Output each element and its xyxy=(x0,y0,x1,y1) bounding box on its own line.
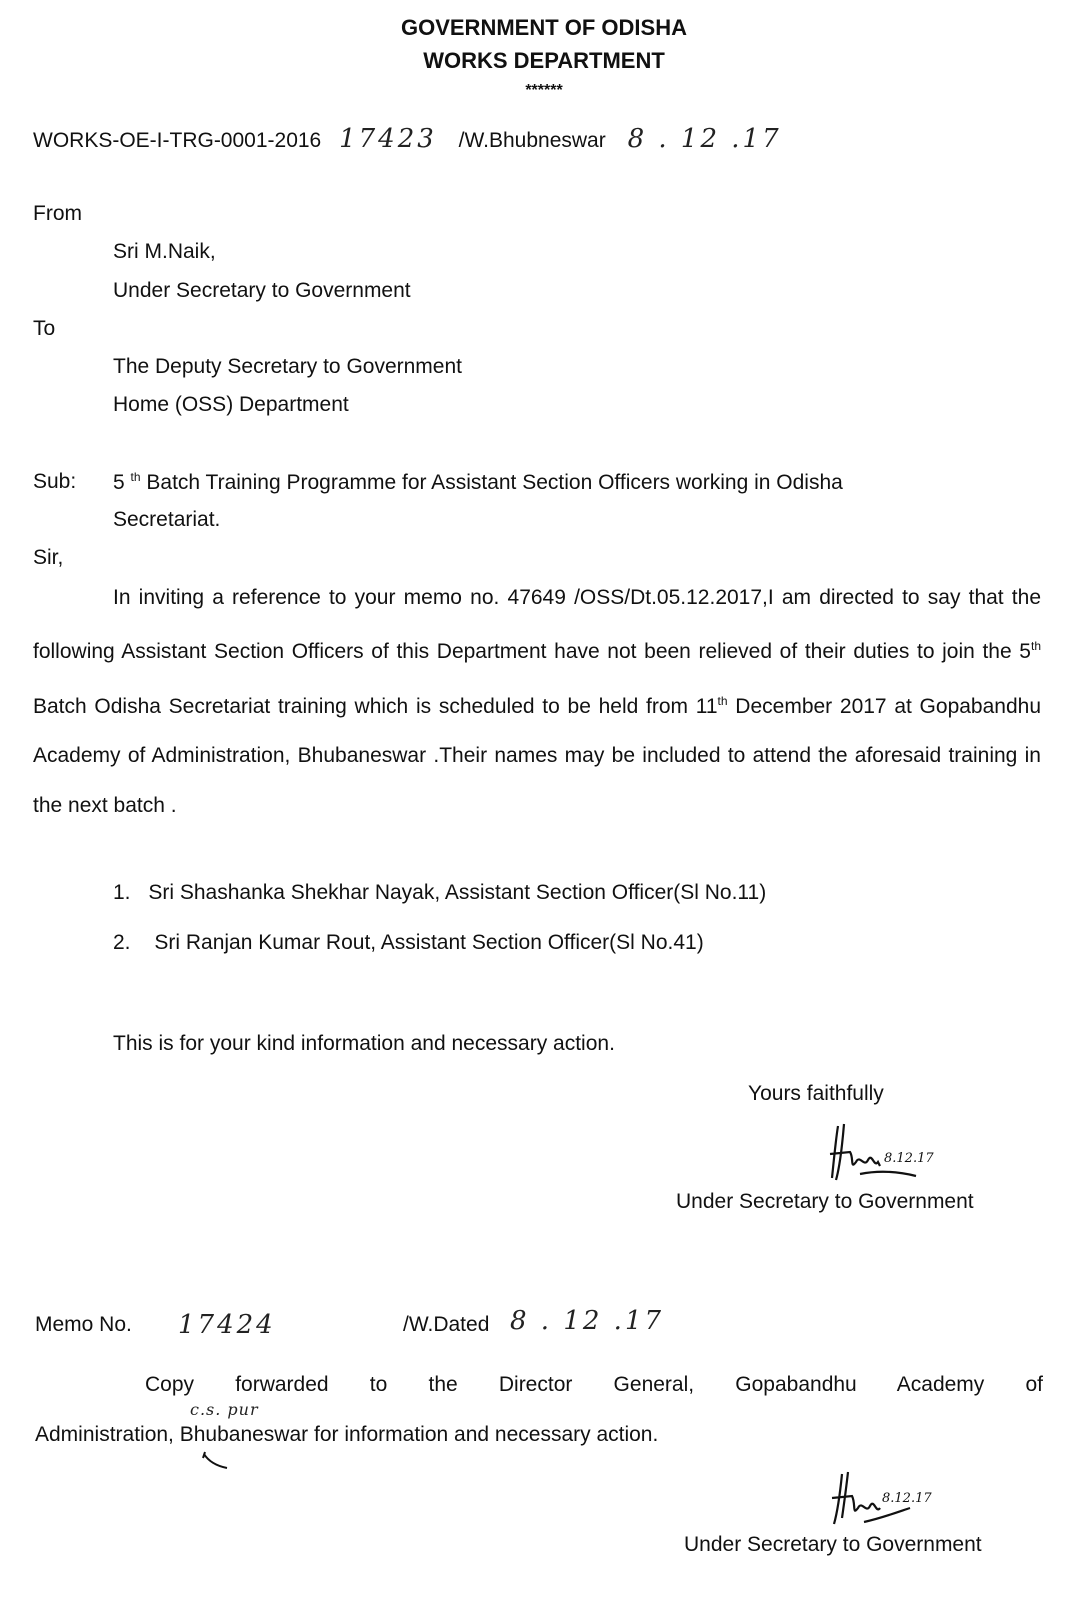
body-sup-2: th xyxy=(717,693,728,708)
sender-name: Sri M.Naik, xyxy=(113,240,216,263)
memo-number-handwritten: 17424 xyxy=(178,1310,276,1340)
salutation: Sir, xyxy=(33,546,64,569)
body-text-2: Batch Odisha Secretariat training which is scheduled to be held from 11 xyxy=(33,694,718,718)
reference-date-handwritten: 8 . 12 .17 xyxy=(627,124,782,154)
body-text-1: In inviting a reference to your memo no. 47649 /OSS/Dt.05.12.2017,I am directed to say that the following Assistant Section Officers of this Department have not been relieved of their duties to join the 5 xyxy=(33,586,1041,664)
list-number: 1. xyxy=(113,881,131,904)
heading-separator: ****** xyxy=(525,82,563,99)
copy-line-1: Copy forwarded to the Director General, Gopabandhu Academy of xyxy=(145,1373,1043,1396)
subject-batch-number: 5 xyxy=(113,471,125,494)
signatory-designation-2: Under Secretary to Government xyxy=(684,1533,982,1556)
list-number: 2. xyxy=(113,931,131,954)
department-heading: WORKS DEPARTMENT xyxy=(423,48,665,73)
svg-text:8.12.17: 8.12.17 xyxy=(884,1151,934,1166)
government-heading: GOVERNMENT OF ODISHA xyxy=(400,15,687,40)
body-sup-1: th xyxy=(1030,639,1041,654)
signoff: Yours faithfully xyxy=(748,1082,884,1105)
subject-line-2: Secretariat. xyxy=(113,508,221,531)
to-label: To xyxy=(33,317,56,340)
sender-designation: Under Secretary to Government xyxy=(113,279,411,302)
subject-text xyxy=(113,470,843,495)
reference-place: /W.Bhubneswar xyxy=(458,129,606,152)
signature-1 xyxy=(820,1118,940,1184)
copy-line-2: Administration, Bhubaneswar for information and necessary action. xyxy=(35,1423,659,1446)
caret-mark xyxy=(195,1448,235,1473)
memo-date-handwritten: 8 . 12 .17 xyxy=(510,1306,665,1336)
handwritten-insertion: c.s. pur xyxy=(190,1400,259,1419)
body-paragraph xyxy=(33,573,1041,830)
letter-number-handwritten: 17423 xyxy=(339,124,437,154)
officer-entry: Sri Shashanka Shekhar Nayak, Assistant Section Officer(Sl No.11) xyxy=(148,881,767,904)
svg-text:8.12.17: 8.12.17 xyxy=(882,1491,932,1506)
closing-note: This is for your kind information and necessary action. xyxy=(113,1032,615,1055)
signature-2 xyxy=(820,1468,940,1528)
subject-line-1: Batch Training Programme for Assistant Section Officers working in Odisha xyxy=(146,471,843,494)
subject-superscript: th xyxy=(130,470,141,484)
reference-line xyxy=(33,124,782,154)
memo-label: Memo No. xyxy=(35,1313,132,1336)
signatory-designation-1: Under Secretary to Government xyxy=(676,1190,974,1213)
subject-label: Sub: xyxy=(33,470,77,493)
recipient-designation: The Deputy Secretary to Government xyxy=(113,355,462,378)
officer-list-item xyxy=(113,881,766,905)
file-number: WORKS-OE-I-TRG-0001-2016 xyxy=(33,129,322,152)
from-label: From xyxy=(33,202,82,225)
recipient-department: Home (OSS) Department xyxy=(113,393,349,416)
memo-dated-label: /W.Dated xyxy=(403,1313,490,1336)
body-text-3: December 2017 at Gopabandhu Academy of Administration, Bhubaneswar .Their names may be included to attend the aforesaid training in the next batch . xyxy=(33,694,1041,817)
officer-list-item xyxy=(113,931,704,955)
officer-entry: Sri Ranjan Kumar Rout, Assistant Section Officer(Sl No.41) xyxy=(154,931,704,954)
